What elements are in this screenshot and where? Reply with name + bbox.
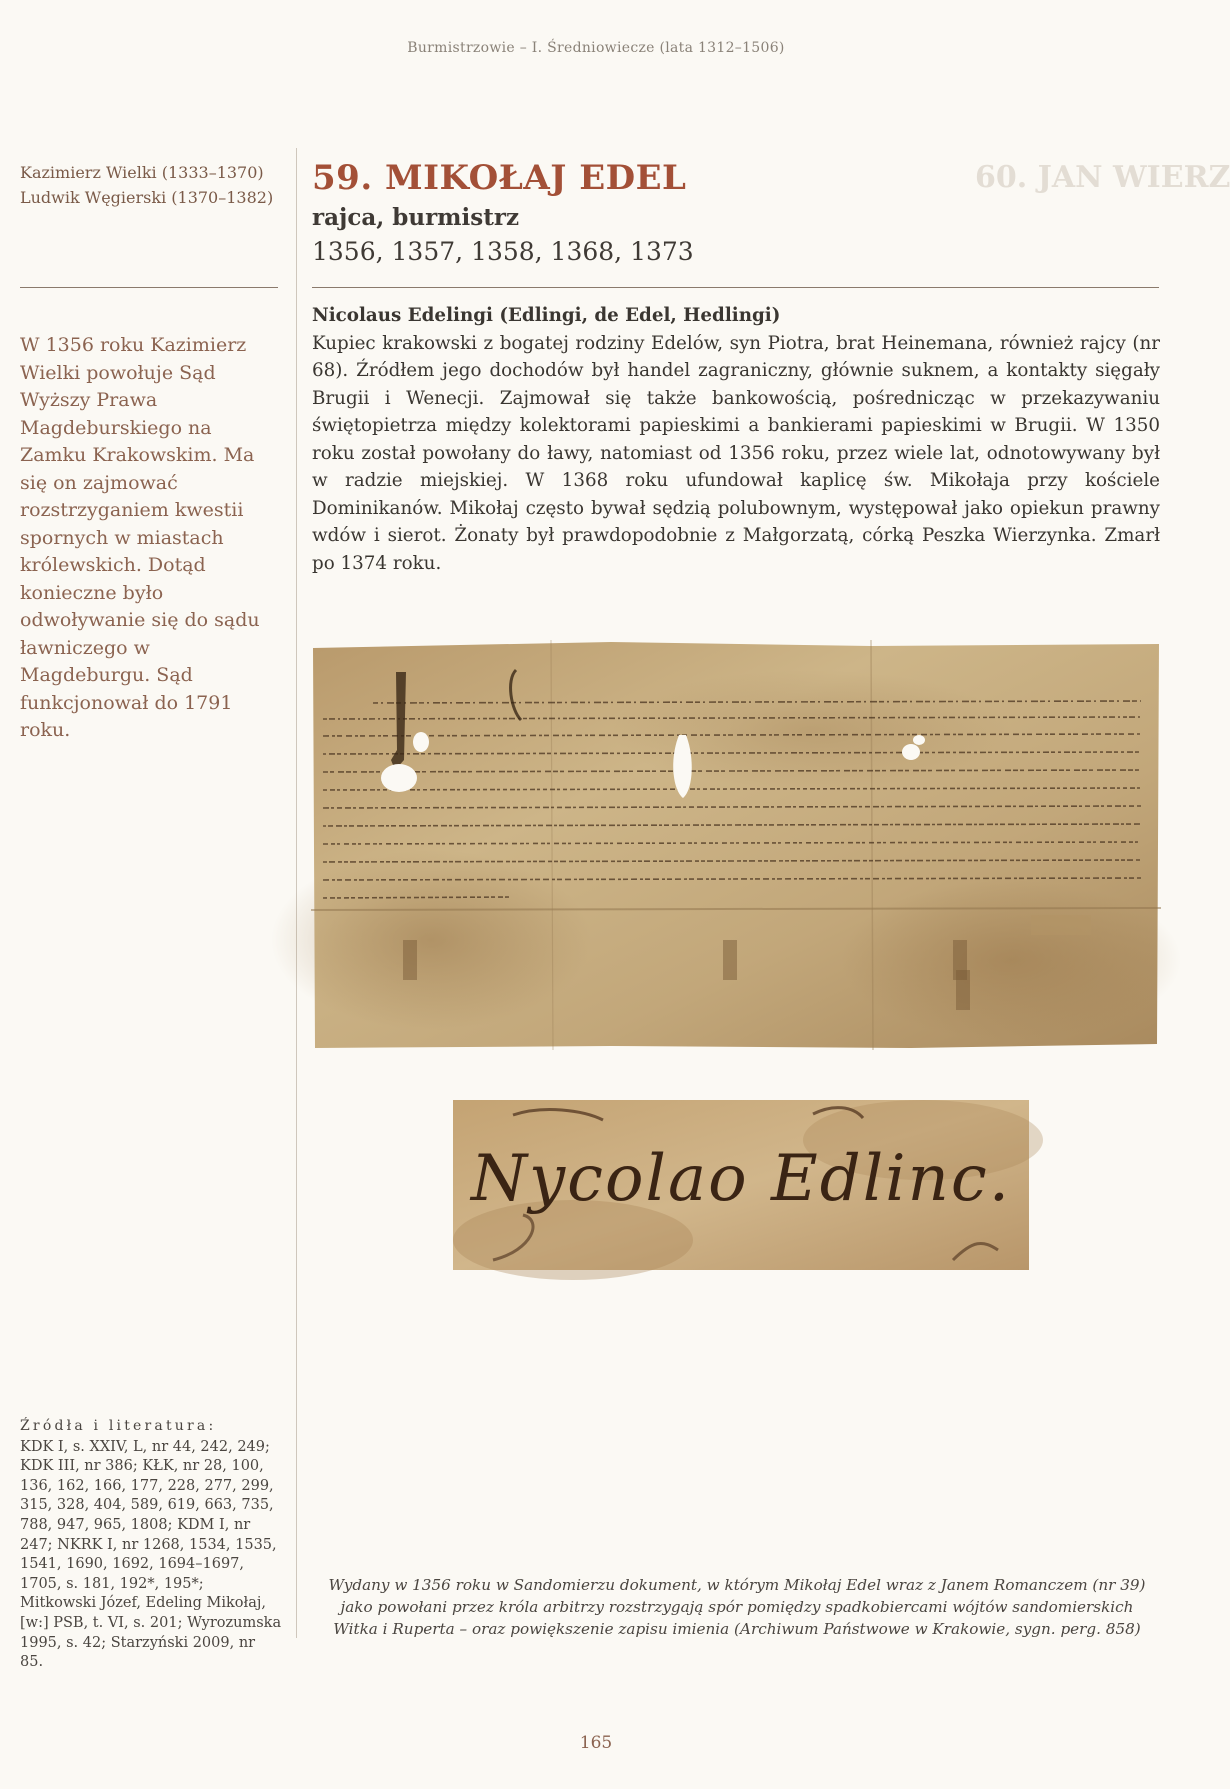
entry-role: rajca, burmistrz xyxy=(312,204,520,231)
charter-detail-image xyxy=(453,1100,1029,1270)
running-head: Burmistrzowie – I. Średniowiecze (lata 1312–1506) xyxy=(407,40,785,56)
divider-left xyxy=(20,287,278,288)
reign-line: Ludwik Węgierski (1370–1382) xyxy=(20,188,274,207)
sources-heading: Źródła i literatura: xyxy=(20,1418,217,1434)
divider-right xyxy=(312,287,1159,288)
biography: Kupiec krakowski z bogatej rodziny Edelów, syn Piotra, brat Heinemana, również rajcy (nr 68). Źródłem jego dochodów był handel zagraniczny, głównie suknem, a kontakty sięgały Brugii i Wenecji. Zajmował się także bankowością, pośrednicząc w przekazywaniu świętopietrza między kolektorami papieskimi a bankierami papieskimi w Brugii. W 1350 roku został powołany do ławy, natomiast od 1356 roku, przez wiele lat, odnotowywany był w radzie miejskiej. W 1368 roku ufundował kaplicę św. Mikołaja przy kościele Dominikanów. Mikołaj często bywał sędzią polubownym, występował jako opiekun prawny wdów i sierot. Żonaty był prawdopodobnie z Małgorzatą, córką Peszka Wierzynka. Zmarł po 1374 roku. xyxy=(312,332,1160,574)
bleed-through-text: 60. JAN WIERZ xyxy=(975,160,1230,195)
entry-body xyxy=(312,302,1160,577)
image-caption: Wydany w 1356 roku w Sandomierzu dokument, w którym Mikołaj Edel wraz z Janem Romanczem (nr 39) jako powołani przez króla arbitrzy rozstrzygają spór pomiędzy spadkobiercami wójtów sandomierskich Witka i Ruperta – oraz powiększenie zapisu imienia (Archiwum Państwowe w Krakowie, sygn. perg. 858) xyxy=(328,1576,1146,1638)
sidebar-reigns xyxy=(20,160,276,210)
reign-line: Kazimierz Wielki (1333–1370) xyxy=(20,163,264,182)
entry-header xyxy=(312,156,1162,270)
sources-block xyxy=(20,1417,282,1673)
sidebar-note: W 1356 roku Kazimierz Wielki powołuje Sąd Wyższy Prawa Magdeburskiego na Zamku Krakowskim. Ma się on zajmować rozstrzyganiem kwestii spornych w miastach królewskich. Dotąd konieczne było odwoływanie się do sądu ławniczego w Magdeburgu. Sąd funkcjonował do 1791 roku. xyxy=(20,334,260,741)
latin-name: Nicolaus Edelingi (Edlingi, de Edel, Hedlingi) xyxy=(312,305,781,326)
sources-text: KDK I, s. XXIV, L, nr 44, 242, 249; KDK III, nr 386; KŁK, nr 28, 100, 136, 162, 166, 177, 228, 277, 299, 315, 328, 404, 589, 619, 663, 735, 788, 947, 965, 1808; KDM I, nr 247; NKRK I, nr 1268, 1534, 1535, 1541, 1690, 1692, 1694–1697, 1705, s. 181, 192*, 195*; Mitkowski Józef, Edeling Mikołaj, [w:] PSB, t. VI, s. 201; Wyrozumska 1995, s. 42; Starzyński 2009, nr 85. xyxy=(20,1438,282,1671)
zoom-inscription: Nycolao Edlinc. xyxy=(470,1142,1012,1216)
parchment-charter-image xyxy=(311,640,1161,1050)
entry-title: 59. MIKOŁAJ EDEL xyxy=(312,158,687,198)
page-number: 165 xyxy=(579,1733,613,1753)
entry-years: 1356, 1357, 1358, 1368, 1373 xyxy=(312,237,694,266)
